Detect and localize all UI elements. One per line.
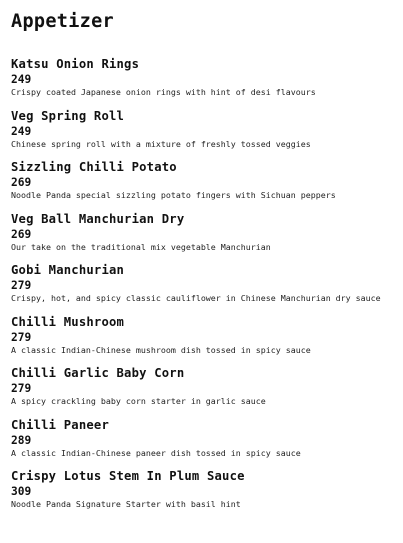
menu-item-list bbox=[11, 57, 395, 510]
item-description: Chinese spring roll with a mixture of freshly tossed veggies bbox=[11, 138, 311, 149]
menu-item[interactable] bbox=[11, 160, 395, 201]
item-name: Crispy Lotus Stem In Plum Sauce bbox=[11, 469, 245, 483]
menu-item[interactable] bbox=[11, 212, 395, 253]
item-price: 279 bbox=[11, 330, 32, 344]
item-price: 249 bbox=[11, 73, 32, 86]
item-description: Crispy, hot, and spicy classic cauliflower in Chinese Manchurian dry sauce bbox=[11, 293, 381, 303]
item-name: Gobi Manchurian bbox=[11, 263, 125, 277]
item-price: 279 bbox=[11, 279, 32, 292]
menu-section bbox=[11, 9, 395, 521]
menu-item[interactable] bbox=[11, 109, 395, 150]
menu-item[interactable] bbox=[11, 315, 395, 356]
item-price: 279 bbox=[11, 382, 32, 395]
item-description: A spicy crackling baby corn starter in garlic sauce bbox=[11, 396, 266, 406]
item-description: Noodle Panda special sizzling potato fingers with Sichuan peppers bbox=[11, 190, 336, 200]
item-price: 289 bbox=[11, 433, 32, 447]
item-description: Crispy coated Japanese onion rings with hint of desi flavours bbox=[11, 87, 316, 97]
item-name: Veg Ball Manchurian Dry bbox=[11, 211, 185, 226]
item-name: Chilli Garlic Baby Corn bbox=[11, 366, 185, 380]
item-description: Our take on the traditional mix vegetable Manchurian bbox=[11, 241, 271, 252]
item-name: Chilli Paneer bbox=[11, 417, 109, 432]
item-price: 249 bbox=[11, 124, 32, 138]
menu-item[interactable] bbox=[11, 418, 395, 459]
item-name: Katsu Onion Rings bbox=[11, 57, 140, 71]
menu-item[interactable] bbox=[11, 366, 395, 407]
menu-item[interactable] bbox=[11, 263, 395, 304]
item-name: Chilli Mushroom bbox=[11, 314, 125, 329]
menu-item[interactable] bbox=[11, 57, 395, 98]
item-description: Noodle Panda Signature Starter with basil hint bbox=[11, 499, 241, 509]
menu-item[interactable] bbox=[11, 469, 395, 510]
item-name: Veg Spring Roll bbox=[11, 108, 125, 123]
section-title: Appetizer bbox=[11, 11, 114, 32]
item-description: A classic Indian-Chinese paneer dish tossed in spicy sauce bbox=[11, 447, 301, 458]
item-price: 309 bbox=[11, 485, 32, 498]
item-name: Sizzling Chilli Potato bbox=[11, 160, 177, 174]
item-description: A classic Indian-Chinese mushroom dish tossed in spicy sauce bbox=[11, 344, 311, 355]
item-price: 269 bbox=[11, 227, 32, 241]
item-price: 269 bbox=[11, 176, 32, 189]
